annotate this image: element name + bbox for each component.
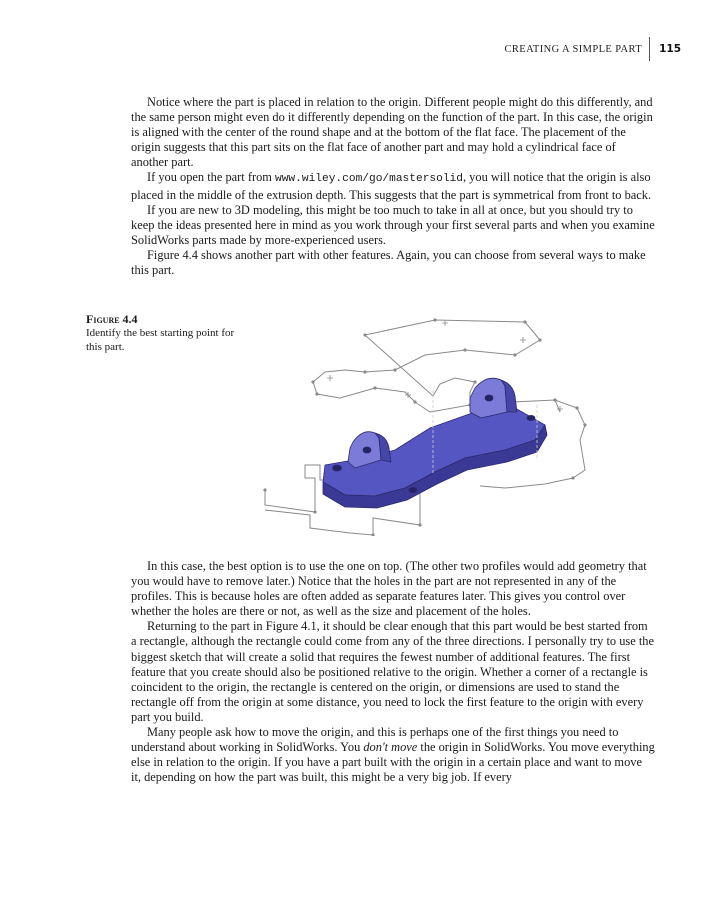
paragraph: In this case, the best option is to use the one on top. (The other two profiles would add geometry that you would have to remove later.) Notice that the holes in the part are not represented in any of the profiles. This is because holes are often added as separate features later. This gives you control over whether the holes are there or not, as well as the size and placement of the holes. [131,559,647,619]
running-title: CREATING A SIMPLE PART [504,43,643,55]
figure-caption-text: Identify the best starting point for this part. [86,327,235,353]
paragraph: Notice where the part is placed in relation to the origin. Different people might do this differently, and the same person might even do it differently depending on the function of the part. In this case, the origin is aligned with the center of the round shape and at the bottom of the flat face. The placement of the origin suggests that this part sits on the flat face of another part and may hold a cylindrical face of another part. [131,95,653,170]
paragraph: If you are new to 3D modeling, this might be too much to take in all at once, but you should try to keep the ideas presented here in mind as you work through your first several parts and when you examine SolidWorks parts made by more-experienced users. [131,202,655,247]
bottom-body-text [131,559,655,785]
paragraph-text: Many people ask how to move the origin, and this is perhaps one of the first things you need to understand about working in SolidWorks. You [131,725,619,755]
emphasis-text: don't move [363,740,418,755]
figure-4-4-illustration [255,300,590,536]
top-body-text [131,95,655,278]
paragraph-text: the origin in SolidWorks. You move everything else in relation to the origin. If you have a part built with the origin in a certain place and want to move it, depending on how the part was built, this might be a very big job. If every [131,740,655,785]
paragraph: Returning to the part in Figure 4.1, it should be clear enough that this part would be best started from a rectangle, although the rectangle could come from any of the three directions. I personally try to use the biggest sketch that will create a solid that requires the fewest number of additional features. The first feature that you create should also be positioned relative to the origin. Whether a corner of a rectangle is coincident to the origin, the rectangle is centered on the origin, or dimensions are used to stand the rectangle off from the origin at some distance, you need to lock the first feature to the origin with every part you build. [131,619,654,724]
header-divider [649,37,650,61]
paragraph: Figure 4.4 shows another part with other features. Again, you can choose from several ways to make this part. [131,247,646,278]
page-number: 115 [659,43,681,55]
paragraph [131,170,655,202]
url-link[interactable]: www.wiley.com/go/mastersolid [275,173,463,186]
figure-label: Figure 4.4 [86,312,138,326]
solid-part [323,378,547,508]
figure-caption [86,312,236,354]
paragraph-text: , you will notice that the origin is also placed in the middle of the extrusion depth. This suggests that the part is symmetrical from front to back. [131,170,652,202]
paragraph-text: If you open the part from [147,170,275,185]
paragraph [131,725,655,785]
running-header [504,38,681,60]
